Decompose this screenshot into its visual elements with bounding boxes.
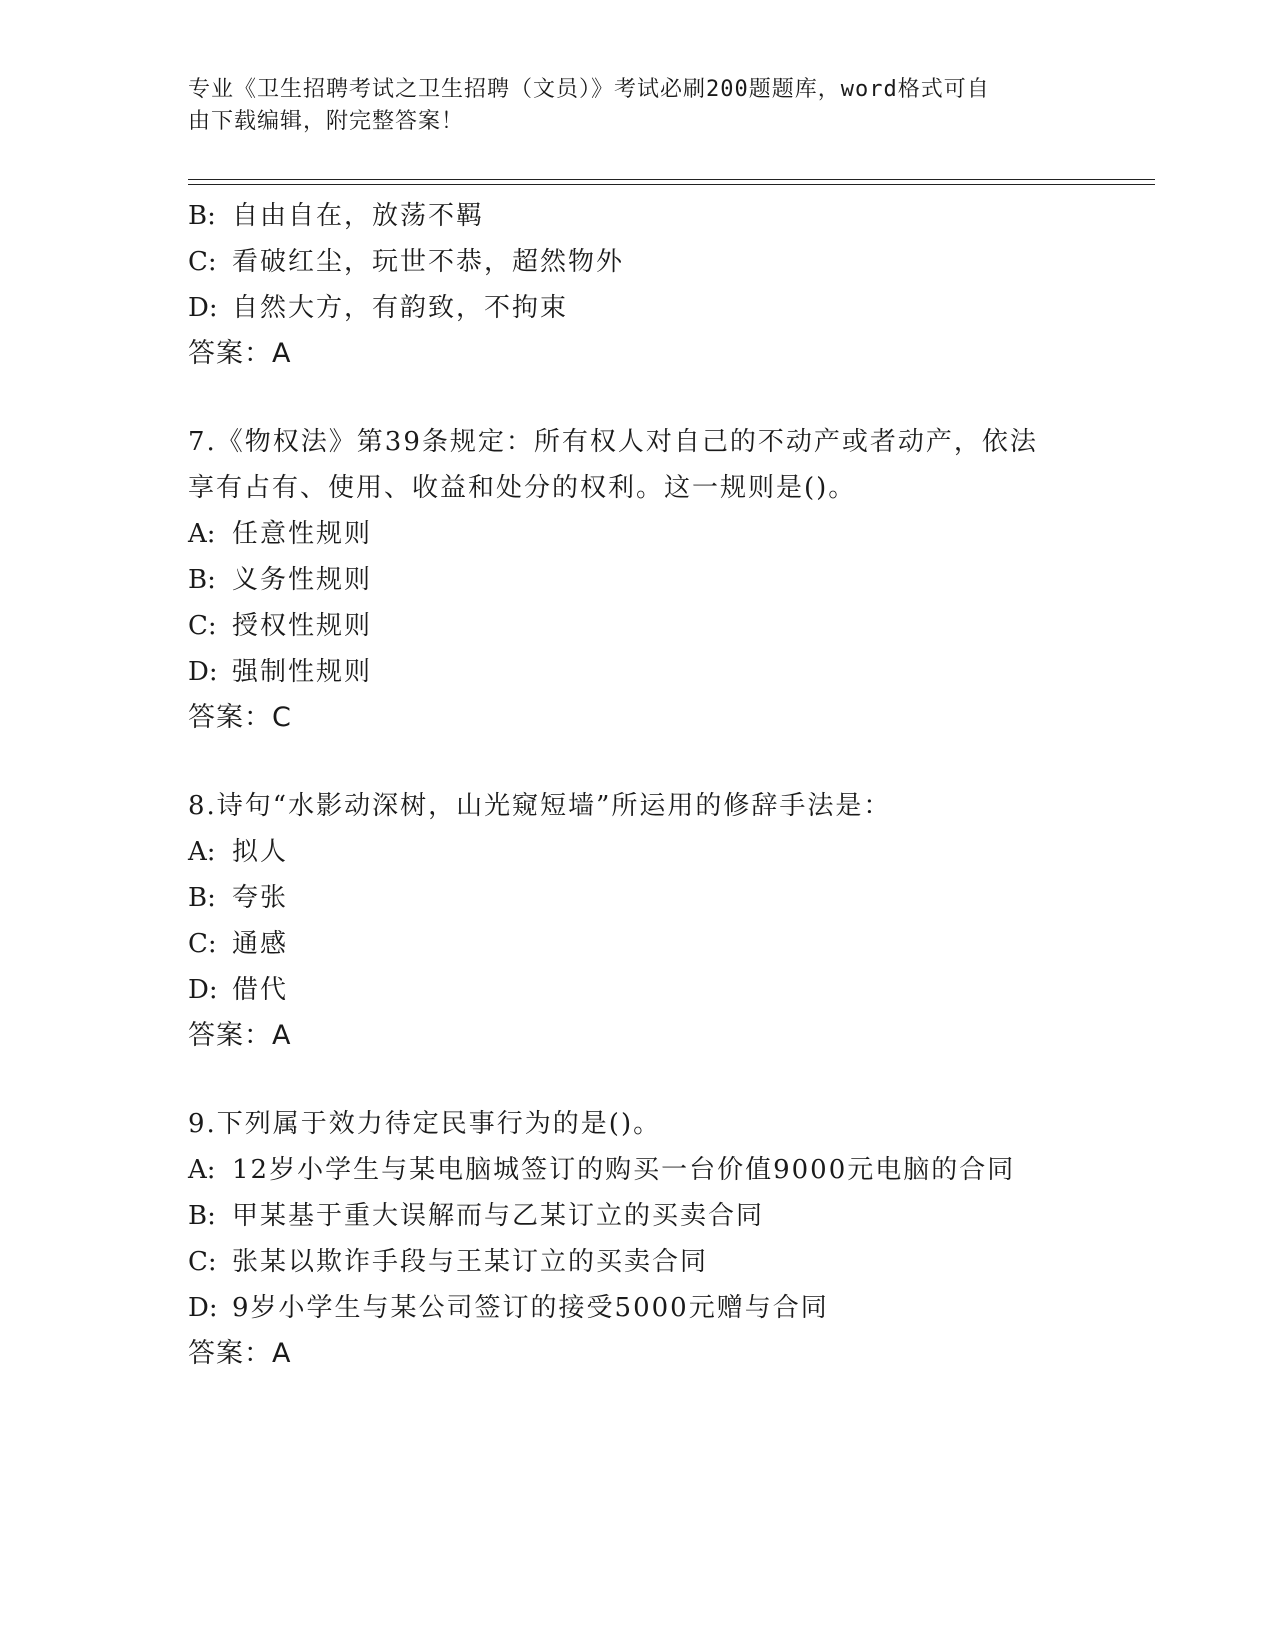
option-b: B: 夸张 (188, 883, 289, 913)
question-partial (188, 193, 1148, 377)
answer: 答案：A (188, 1338, 292, 1369)
question-stem: 9.下列属于效力待定民事行为的是()。 (188, 1109, 662, 1139)
option-c: C: 张某以欺诈手段与王某订立的买卖合同 (188, 1247, 709, 1277)
option-a: A: 12岁小学生与某电脑城签订的购买一台价值9000元电脑的合同 (188, 1155, 1016, 1185)
question-stem: 7.《物权法》第39条规定：所有权人对自己的不动产或者动产，依法 (188, 427, 1038, 457)
option-d: D: 9岁小学生与某公司签订的接受5000元赠与合同 (188, 1293, 829, 1323)
document-header (188, 74, 1068, 138)
option-c: C: 通感 (188, 929, 289, 959)
option-c: C: 看破红尘，玩世不恭，超然物外 (188, 247, 625, 277)
answer: 答案：A (188, 1020, 292, 1051)
header-line-2: 由下载编辑，附完整答案！ (188, 109, 465, 134)
question-7 (188, 419, 1148, 741)
option-d: D: 强制性规则 (188, 657, 373, 687)
header-divider-bottom (188, 184, 1155, 185)
answer: 答案：A (188, 338, 292, 369)
question-list (188, 193, 1148, 1377)
question-9 (188, 1101, 1148, 1377)
option-b: B: 甲某基于重大误解而与乙某订立的买卖合同 (188, 1201, 765, 1231)
option-c: C: 授权性规则 (188, 611, 373, 641)
option-d: D: 借代 (188, 975, 289, 1005)
option-d: D: 自然大方，有韵致，不拘束 (188, 293, 569, 323)
answer: 答案：C (188, 702, 292, 733)
option-b: B: 自由自在，放荡不羁 (188, 201, 485, 231)
header-divider-top (188, 179, 1155, 180)
option-a: A: 拟人 (188, 837, 289, 867)
question-stem: 8.诗句“水影动深树，山光窥短墙”所运用的修辞手法是： (188, 791, 892, 821)
question-stem-cont: 享有占有、使用、收益和处分的权利。这一规则是()。 (188, 473, 857, 503)
header-line-1: 专业《卫生招聘考试之卫生招聘（文员）》考试必刷200题题库，word格式可自 (188, 77, 990, 102)
question-8 (188, 783, 1148, 1059)
option-b: B: 义务性规则 (188, 565, 373, 595)
option-a: A: 任意性规则 (188, 519, 373, 549)
